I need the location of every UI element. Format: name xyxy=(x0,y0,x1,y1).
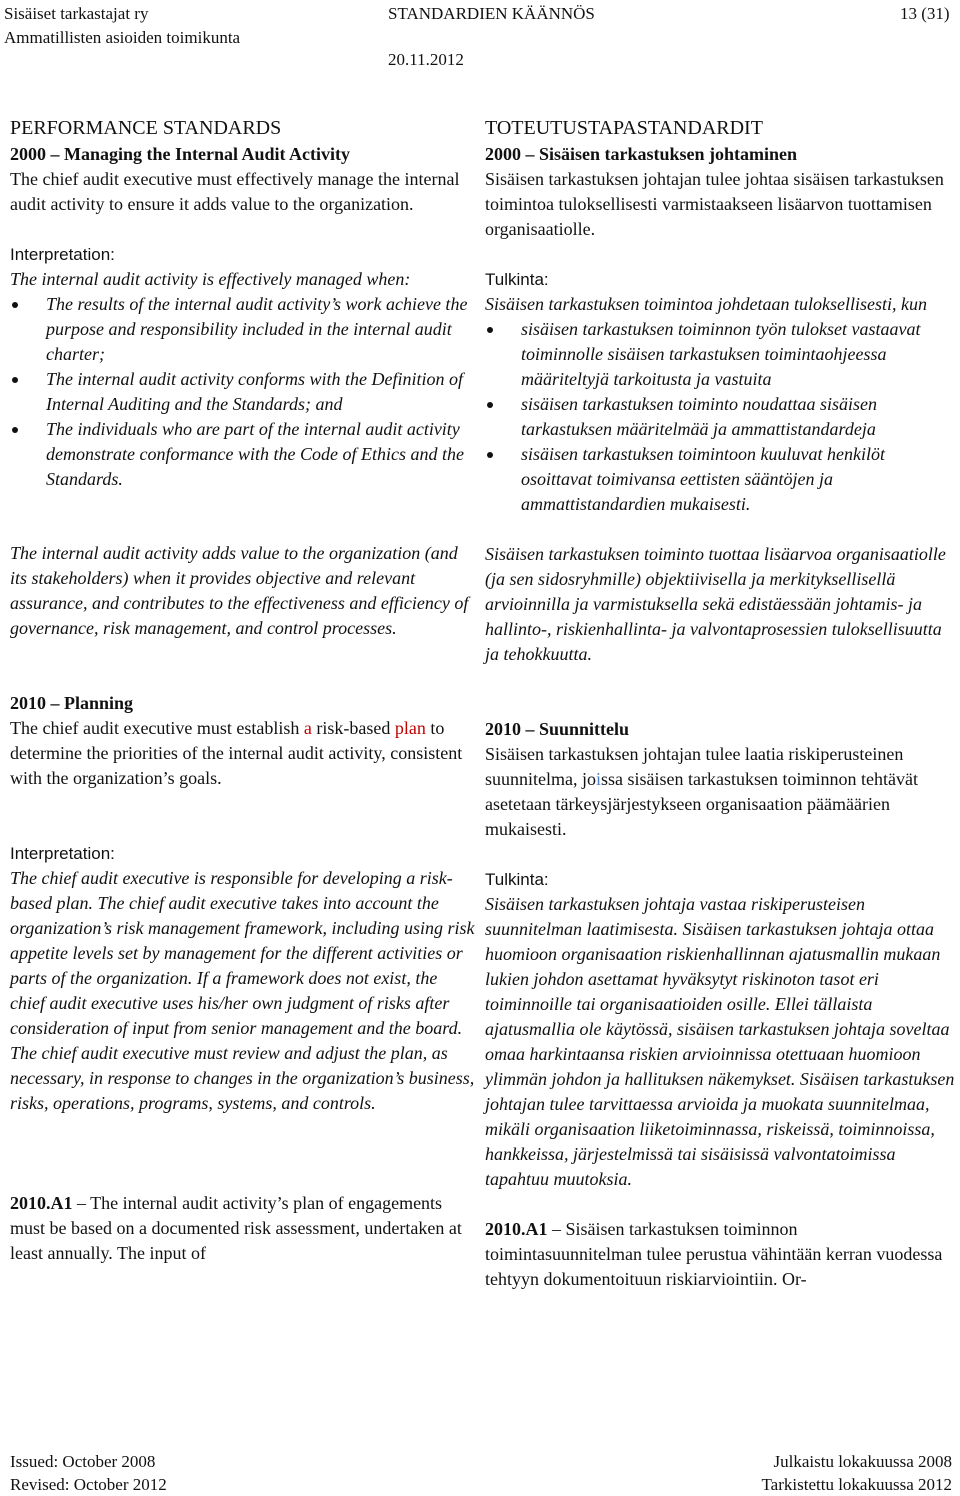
interpretation-bullets-en xyxy=(10,292,475,492)
finnish-column xyxy=(485,114,955,1292)
list-item: sisäisen tarkastuksen toimintoon kuuluvat henkilöt osoittavat toimivansa eettisten sääntöjen ja ammattistandardien mukaisesti. xyxy=(485,442,955,517)
interpretation-intro-en: The internal audit activity is effectively managed when: xyxy=(10,269,411,289)
revised-date-fi: Tarkistettu lokakuussa 2012 xyxy=(761,1475,952,1494)
standard-2010a1-fi: 2010.A1 – Sisäisen tarkastuksen toiminnon toimintasuunnitelman tulee perustua vähintään kerran vuodessa tehtyyn dokumentoituun riskiarviointiin. Or- xyxy=(485,1219,943,1289)
standard-2010-title-fi: 2010 – Suunnittelu xyxy=(485,719,630,739)
interpretation-label-en: Interpretation: xyxy=(10,245,115,264)
interpretation2-label-fi: Tulkinta: xyxy=(485,870,549,889)
list-item: sisäisen tarkastuksen toiminnon työn tulokset vastaavat toiminnolle sisäisen tarkastuksen toimintaohjeessa määriteltyjä tarkoitusta ja vastuita xyxy=(485,317,955,392)
standard-2000-title-en: 2000 – Managing the Internal Audit Activity xyxy=(10,144,351,164)
standard-2000-body-en: The chief audit executive must effectively manage the internal audit activity to ensure it adds value to the organization. xyxy=(10,169,460,214)
standard-2010a1-en: 2010.A1 – The internal audit activity’s plan of engagements must be based on a documented risk assessment, undertaken at least annually. The input of xyxy=(10,1193,462,1263)
committee-name: Ammatillisten asioiden toimikunta xyxy=(4,28,241,47)
issued-date-fi: Julkaistu lokakuussa 2008 xyxy=(773,1452,952,1471)
list-item: The results of the internal audit activity’s work achieve the purpose and responsibility included in the internal audit charter; xyxy=(10,292,475,367)
standard-2010-title-en: 2010 – Planning xyxy=(10,693,134,713)
interpretation-bullets-fi xyxy=(485,317,955,517)
org-name: Sisäiset tarkastajat ry xyxy=(4,4,149,23)
list-item: The internal audit activity conforms with the Definition of Internal Auditing and the Standards; and xyxy=(10,367,475,417)
list-item: The individuals who are part of the internal audit activity demonstrate conformance with the Code of Ethics and the Standards. xyxy=(10,417,475,492)
value-paragraph-fi: Sisäisen tarkastuksen toiminto tuottaa lisäarvoa organisaatiolle (ja sen sidosryhmille) objektiivisella ja merkityksellisellä arvioinnilla ja varmistuksella sekä edistäessään johtamis- ja hallinto-, riskienhallinta- ja valvontaprosessien tuloksellisuutta ja tehokkuutta. xyxy=(485,544,946,664)
interpretation-label-fi: Tulkinta: xyxy=(485,270,549,289)
standard-2000-body-fi: Sisäisen tarkastuksen johtajan tulee johtaa sisäisen tarkastuksen toimintoa tuloksellisesti varmistaakseen lisäarvon tuottamisen organisaatiolle. xyxy=(485,169,944,239)
standard-2010-body-en: The chief audit executive must establish a risk-based plan to determine the priorities of the internal audit activity, consistent with the organization’s goals. xyxy=(10,718,463,788)
issued-date-en: Issued: October 2008 xyxy=(10,1452,156,1471)
page-number: 13 (31) xyxy=(900,4,950,23)
standard-2000-title-fi: 2000 – Sisäisen tarkastuksen johtaminen xyxy=(485,144,798,164)
section-title-en: PERFORMANCE STANDARDS xyxy=(10,117,282,139)
interpretation2-body-fi: Sisäisen tarkastuksen johtaja vastaa riskiperusteisen suunnitelman laatimisesta. Sisäisen tarkastuksen johtaja ottaa huomioon organisaation riskienhallinnan ajatusmallin mukaan lukien johdon asettamat hyväksytyt riskinoton tasot eri toiminnoille tai organisaatioiden osille. Ellei tällaista ajatusmallia ole käytössä, sisäisen tarkastuksen johtaja soveltaa omaa harkintaansa riskien arvioinnissa otettuaan huomioon ylimmän johdon ja hallituksen näkemykset. Sisäisen tarkastuksen johtajan tulee tarvittaessa arvioida ja muokata suunnitelmaa, mikäli organisaation liiketoiminnassa, riskeissä, toiminnoissa, hankkeissa, järjestelmissä tai sisäisissä valvontatoimissa tapahtuu muutoksia. xyxy=(485,894,955,1189)
english-column xyxy=(10,114,475,1266)
document-date: 20.11.2012 xyxy=(388,50,464,69)
list-item: sisäisen tarkastuksen toiminto noudattaa sisäisen tarkastuksen määritelmää ja ammattistandardeja xyxy=(485,392,955,442)
standard-2010-body-fi: Sisäisen tarkastuksen johtajan tulee laatia riskiperusteinen suunnitelma, joissa sisäisen tarkastuksen toiminnon tehtävät asetetaan tärkeysjärjestykseen organisaation päämäärien mukaisesti. xyxy=(485,744,918,839)
revised-date-en: Revised: October 2012 xyxy=(10,1475,167,1494)
value-paragraph-en: The internal audit activity adds value to the organization (and its stakeholders) when it provides objective and relevant assurance, and contributes to the effectiveness and efficiency of governance, risk management, and control processes. xyxy=(10,543,469,638)
document-title: STANDARDIEN KÄÄNNÖS xyxy=(388,4,595,23)
interpretation-intro-fi: Sisäisen tarkastuksen toimintoa johdetaan tuloksellisesti, kun xyxy=(485,294,927,314)
interpretation2-label-en: Interpretation: xyxy=(10,844,115,863)
interpretation2-body-en: The chief audit executive is responsible for developing a risk-based plan. The chief audit executive takes into account the organization’s risk management framework, including using risk appetite levels set by management for the different activities or parts of the organization. If a framework does not exist, the chief audit executive uses his/her own judgment of risks after consideration of input from senior management and the board. The chief audit executive must review and adjust the plan, as necessary, in response to changes in the organization’s business, risks, operations, programs, systems, and controls. xyxy=(10,868,475,1113)
section-title-fi: TOTEUTUSTAPASTANDARDIT xyxy=(485,117,763,139)
